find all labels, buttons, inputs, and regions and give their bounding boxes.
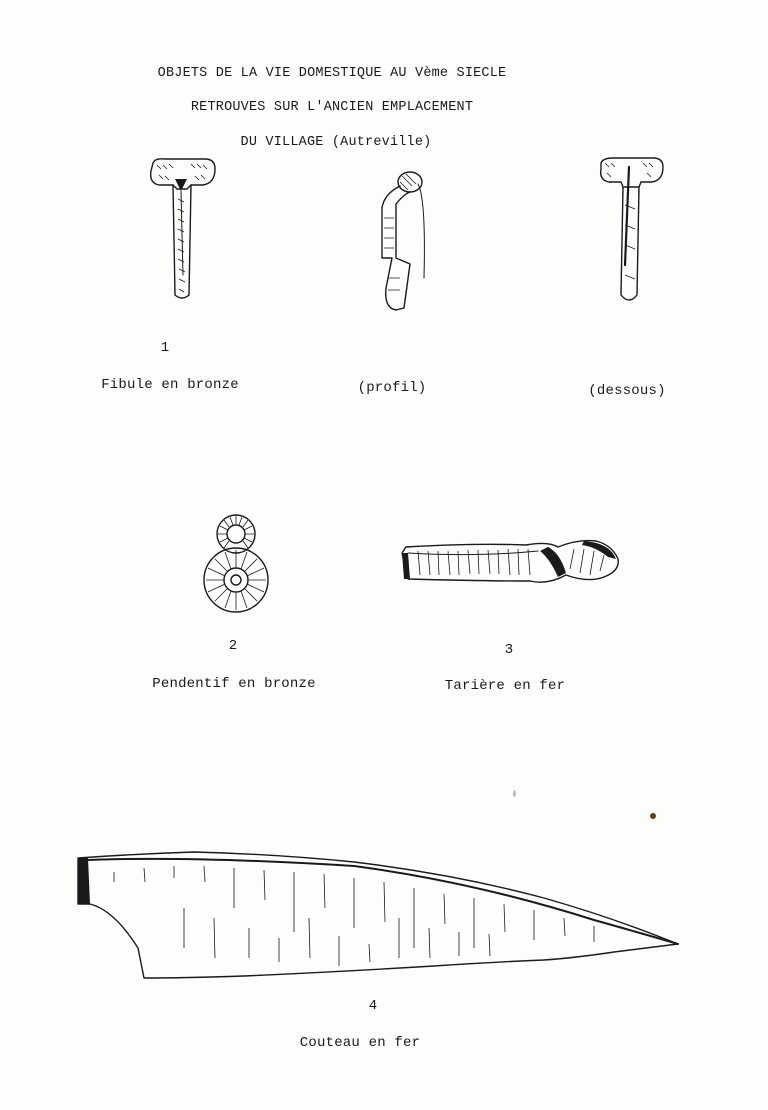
fibula-front-drawing: [145, 155, 225, 305]
item-2-caption: Pendentif en bronze: [152, 676, 316, 692]
title-line-3: DU VILLAGE (Autreville): [240, 135, 432, 150]
item-4-caption: Couteau en fer: [299, 1035, 421, 1051]
profile-caption: (profil): [357, 380, 427, 396]
item-1-number: 1: [160, 340, 170, 356]
item-2-number: 2: [228, 638, 238, 654]
title-line-2: RETROUVES SUR L'ANCIEN EMPLACEMENT: [190, 100, 474, 115]
item-3-number: 3: [504, 642, 514, 658]
paper-speck: [513, 790, 516, 797]
fibula-underside-drawing: [595, 155, 670, 305]
ink-speck: [650, 813, 656, 819]
pendant-drawing: [196, 510, 276, 630]
auger-drawing: [398, 533, 623, 593]
knife-drawing: [74, 848, 684, 988]
item-3-caption: Tarière en fer: [444, 678, 566, 694]
fibula-profile-drawing: [370, 168, 440, 318]
underside-caption: (dessous): [588, 383, 666, 399]
item-4-number: 4: [368, 998, 378, 1014]
title-line-1: OBJETS DE LA VIE DOMESTIQUE AU Vème SIECLE: [157, 66, 507, 81]
item-1-caption: Fibule en bronze: [101, 377, 239, 393]
